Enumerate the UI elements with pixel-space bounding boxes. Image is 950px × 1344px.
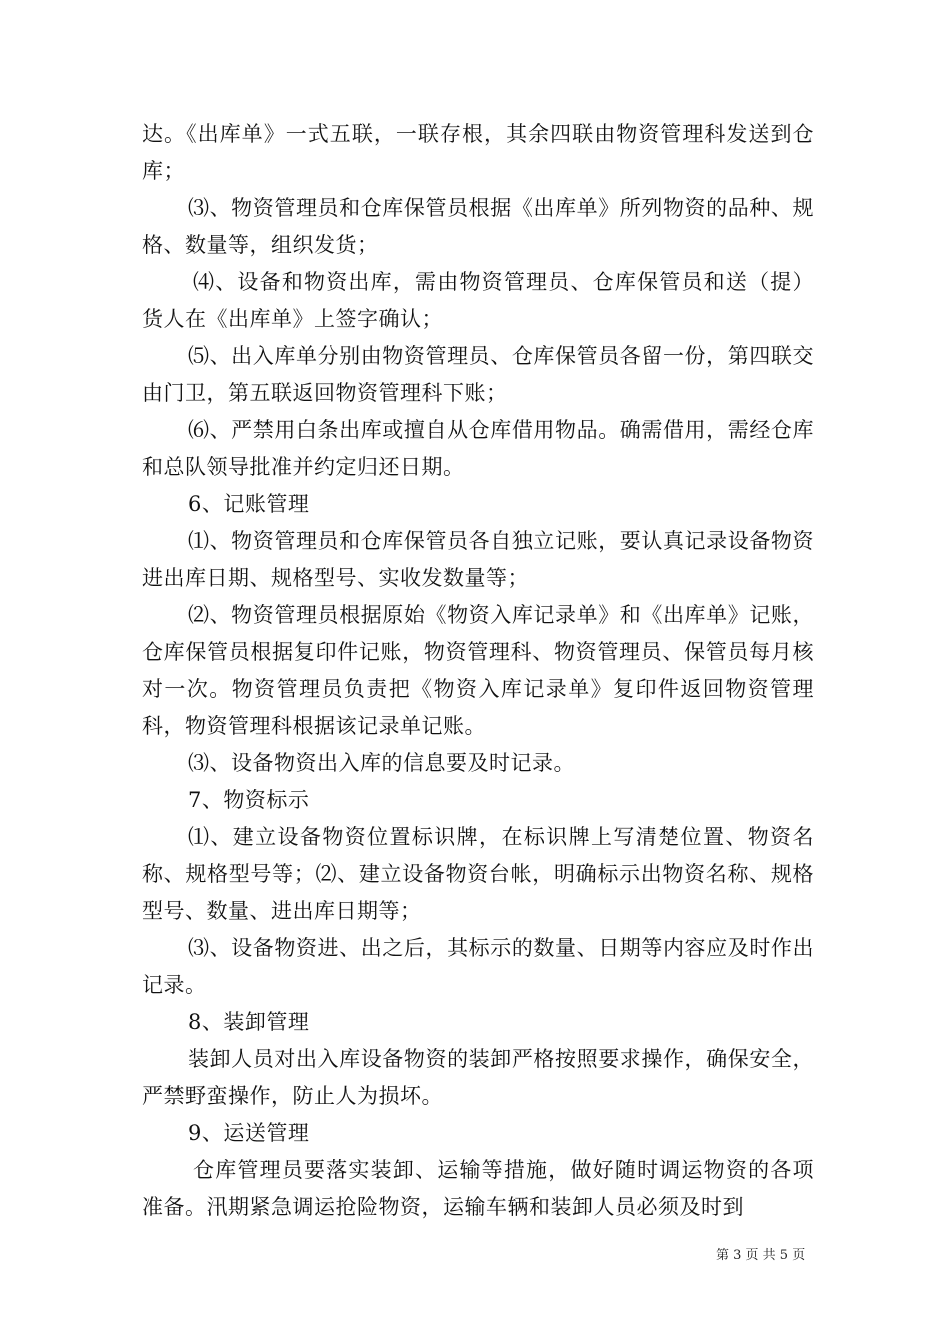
- paragraph-item-5-copy-distribution: ⑸、出入库单分别由物资管理员、仓库保管员各留一份，第四联交由门卫，第五联返回物资管理科下账；: [142, 344, 814, 405]
- paragraph-bookkeeping-item-3: ⑶、设备物资出入库的信息要及时记录。: [188, 751, 575, 775]
- paragraph-labeling-items-1-2: ⑴、建立设备物资位置标识牌，在标识牌上写清楚位置、物资名称、规格型号等；⑵、建立设备物资台帐，明确标示出物资名称、规格型号、数量、进出库日期等；: [142, 825, 814, 923]
- section-heading-bookkeeping: 6、记账管理: [188, 492, 310, 516]
- paragraph-labeling-item-3: ⑶、设备物资进、出之后，其标示的数量、日期等内容应及时作出记录。: [142, 936, 814, 997]
- section-heading-loading: 8、装卸管理: [188, 1010, 310, 1034]
- paragraph-item-6-borrowing-rules: ⑹、严禁用白条出库或擅自从仓库借用物品。确需借用，需经仓库和总队领导批准并约定归还日期。: [142, 418, 814, 479]
- page-number-footer: 第 3 页 共 5 页: [716, 1248, 806, 1263]
- paragraph-item-3-organize-dispatch: ⑶、物资管理员和仓库保管员根据《出库单》所列物资的品种、规格、数量等，组织发货；: [142, 196, 814, 257]
- paragraph-transport-rules: 仓库管理员要落实装卸、运输等措施，做好随时调运物资的各项准备。汛期紧急调运抢险物资，运输车辆和装卸人员必须及时到: [142, 1158, 814, 1219]
- section-heading-transport: 9、运送管理: [188, 1121, 310, 1145]
- paragraph-outbound-form-copies: 达。《出库单》一式五联，一联存根，其余四联由物资管理科发送到仓库；: [142, 122, 814, 183]
- paragraph-loading-rules: 装卸人员对出入库设备物资的装卸严格按照要求操作，确保安全，严禁野蛮操作，防止人为损坏。: [142, 1047, 814, 1108]
- paragraph-item-4-signature-confirmation: ⑷、设备和物资出库，需由物资管理员、仓库保管员和送（提）货人在《出库单》上签字确认；: [142, 270, 814, 331]
- section-heading-labeling: 7、物资标示: [188, 788, 310, 812]
- document-body: [142, 116, 814, 1226]
- paragraph-bookkeeping-item-2: ⑵、物资管理员根据原始《物资入库记录单》和《出库单》记账，仓库保管员根据复印件记账，物资管理科、物资管理员、保管员每月核对一次。物资管理员负责把《物资入库记录单》复印件返回物资管理科，物资管理科根据该记录单记账。: [142, 603, 814, 738]
- paragraph-bookkeeping-item-1: ⑴、物资管理员和仓库保管员各自独立记账，要认真记录设备物资进出库日期、规格型号、实收发数量等；: [142, 529, 814, 590]
